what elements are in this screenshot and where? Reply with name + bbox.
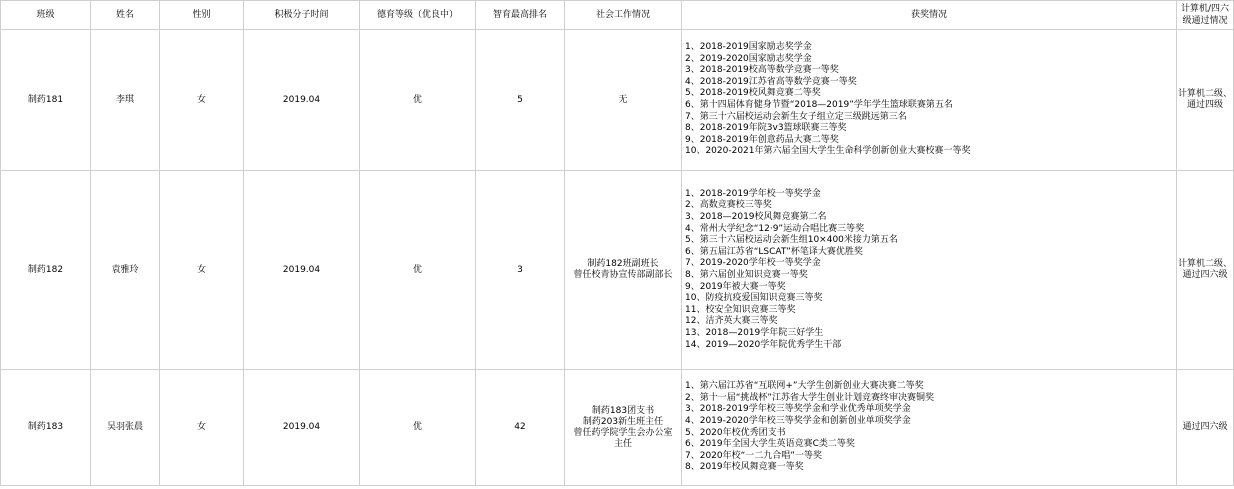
social-work-line: 主任 — [613, 438, 632, 449]
award-item: 6、2019年全国大学生英语竞赛C类二等奖 — [685, 439, 855, 450]
cell-activist-time: 2019.04 — [244, 171, 360, 370]
header-activist-time: 积极分子时间 — [244, 1, 360, 30]
award-item: 6、第十四届体育健身节暨“2018—2019”学年学生篮球联赛第五名 — [685, 100, 953, 110]
cell-awards — [682, 30, 1177, 171]
award-item: 6、第五届江苏省“LSCAT”杯笔译大赛优胜奖 — [685, 246, 863, 257]
header-awards: 获奖情况 — [682, 1, 1177, 30]
award-item: 4、常州大学纪念“12·9”运动合唱比赛三等奖 — [685, 223, 865, 234]
cell-moral-grade: 优 — [360, 171, 476, 370]
award-item: 3、2018-2019学年校三等奖学金和学业优秀单项奖学金 — [685, 404, 911, 415]
award-item: 9、2019年被大赛一等奖 — [685, 281, 786, 292]
award-item: 2、高数竞赛校三等奖 — [685, 200, 772, 211]
award-item: 7、第三十六届校运动会新生女子组立定三级跳远第三名 — [685, 111, 907, 122]
award-item: 7、2020年校“一二九合唱”一等奖 — [685, 450, 822, 461]
award-item: 14、2019—2020学年院优秀学生干部 — [685, 339, 842, 350]
cert-line: 通过四六级 — [1182, 270, 1228, 280]
cell-name: 袁雅玲 — [91, 171, 160, 370]
award-item: 5、第三十六届校运动会新生组10×400米接力第五名 — [685, 235, 898, 246]
cell-class: 制药181 — [1, 30, 91, 171]
social-work-line: 曾任校青协宣传部副部长 — [573, 270, 673, 280]
cell-moral-grade: 优 — [360, 370, 476, 486]
cell-social-work — [565, 30, 682, 171]
cell-top-rank: 3 — [476, 171, 565, 370]
cell-gender: 女 — [160, 171, 244, 370]
table-row — [1, 30, 1234, 171]
cell-cert — [1177, 171, 1234, 370]
award-item: 8、第六届创业知识竞赛一等奖 — [685, 270, 808, 280]
cell-name: 李琪 — [91, 30, 160, 171]
award-item: 4、2019-2020学年校三等奖学金和创新创业单项奖学金 — [685, 415, 911, 426]
award-item: 12、洁齐英大赛三等奖 — [685, 316, 778, 327]
header-name: 姓名 — [91, 1, 160, 30]
cell-cert — [1177, 30, 1234, 171]
header-cert: 计算机/四六级通过情况 — [1177, 1, 1234, 30]
social-work-line: 制药203新生班主任 — [582, 416, 664, 427]
cell-name: 吴羽张晨 — [91, 370, 160, 486]
cert-line: 计算机二级、 — [1177, 89, 1232, 99]
award-item: 5、2020年校优秀团支书 — [685, 427, 786, 438]
cell-class: 制药182 — [1, 171, 91, 370]
social-work-line: 制药182班副班长 — [587, 259, 659, 269]
cell-gender: 女 — [160, 30, 244, 171]
header-social-work: 社会工作情况 — [565, 1, 682, 30]
cell-activist-time: 2019.04 — [244, 370, 360, 486]
header-moral-grade: 德育等级（优良中） — [360, 1, 476, 30]
award-item: 2、第十一届“挑战杯”江苏省大学生创业计划竞赛终审决赛铜奖 — [685, 392, 935, 403]
award-item: 13、2018—2019学年院三好学生 — [685, 327, 824, 338]
award-item: 3、2018—2019校风舞竞赛第二名 — [685, 212, 827, 223]
cell-cert — [1177, 370, 1234, 486]
cell-moral-grade: 优 — [360, 30, 476, 171]
header-top-rank: 智育最高排名 — [476, 1, 565, 30]
award-item: 3、2018-2019校高等数学竞赛一等奖 — [685, 65, 839, 76]
cell-top-rank: 42 — [476, 370, 565, 486]
award-item: 1、第六届江苏省“互联网+”大学生创新创业大赛决赛二等奖 — [685, 381, 924, 392]
award-item: 10、2020-2021年第六届全国大学生生命科学创新创业大赛校赛一等奖 — [685, 146, 971, 157]
header-class: 班级 — [1, 1, 91, 30]
cert-line: 通过四六级 — [1182, 422, 1228, 432]
cell-gender: 女 — [160, 370, 244, 486]
award-item: 10、防疫抗疫爱国知识竞赛三等奖 — [685, 293, 823, 304]
cert-line: 计算机二级、 — [1177, 259, 1232, 269]
cell-top-rank: 5 — [476, 30, 565, 171]
award-item: 5、2018-2019校风舞竞赛二等奖 — [685, 88, 821, 99]
award-item: 11、校安全知识竞赛三等奖 — [685, 304, 796, 315]
cell-social-work — [565, 171, 682, 370]
cell-class: 制药183 — [1, 370, 91, 486]
social-work-line: 制药183团支书 — [591, 405, 655, 416]
social-work-line: 无 — [618, 94, 628, 105]
cell-awards — [682, 370, 1177, 486]
award-item: 2、2019-2020国家励志奖学金 — [685, 53, 812, 64]
award-item: 8、2019年校风舞竞赛一等奖 — [685, 462, 804, 473]
award-item: 9、2018-2019年创意药品大赛二等奖 — [685, 134, 839, 145]
header-gender: 性别 — [160, 1, 244, 30]
cell-activist-time: 2019.04 — [244, 30, 360, 171]
award-item: 7、2019-2020学年校一等奖学金 — [685, 258, 821, 269]
award-item: 1、2018-2019国家励志奖学金 — [685, 42, 812, 53]
cert-line: 通过四级 — [1186, 100, 1223, 110]
cell-social-work — [565, 370, 682, 486]
header-row — [1, 1, 1234, 30]
award-item: 8、2018-2019年院3v3篮球联赛三等奖 — [685, 123, 847, 134]
social-work-line: 曾任药学院学生会办公室 — [573, 427, 673, 438]
table-row — [1, 171, 1234, 370]
table-row — [1, 370, 1234, 486]
cell-awards — [682, 171, 1177, 370]
award-item: 4、2018-2019江苏省高等数学竞赛一等奖 — [685, 76, 857, 87]
award-item: 1、2018-2019学年校一等奖学金 — [685, 188, 821, 199]
